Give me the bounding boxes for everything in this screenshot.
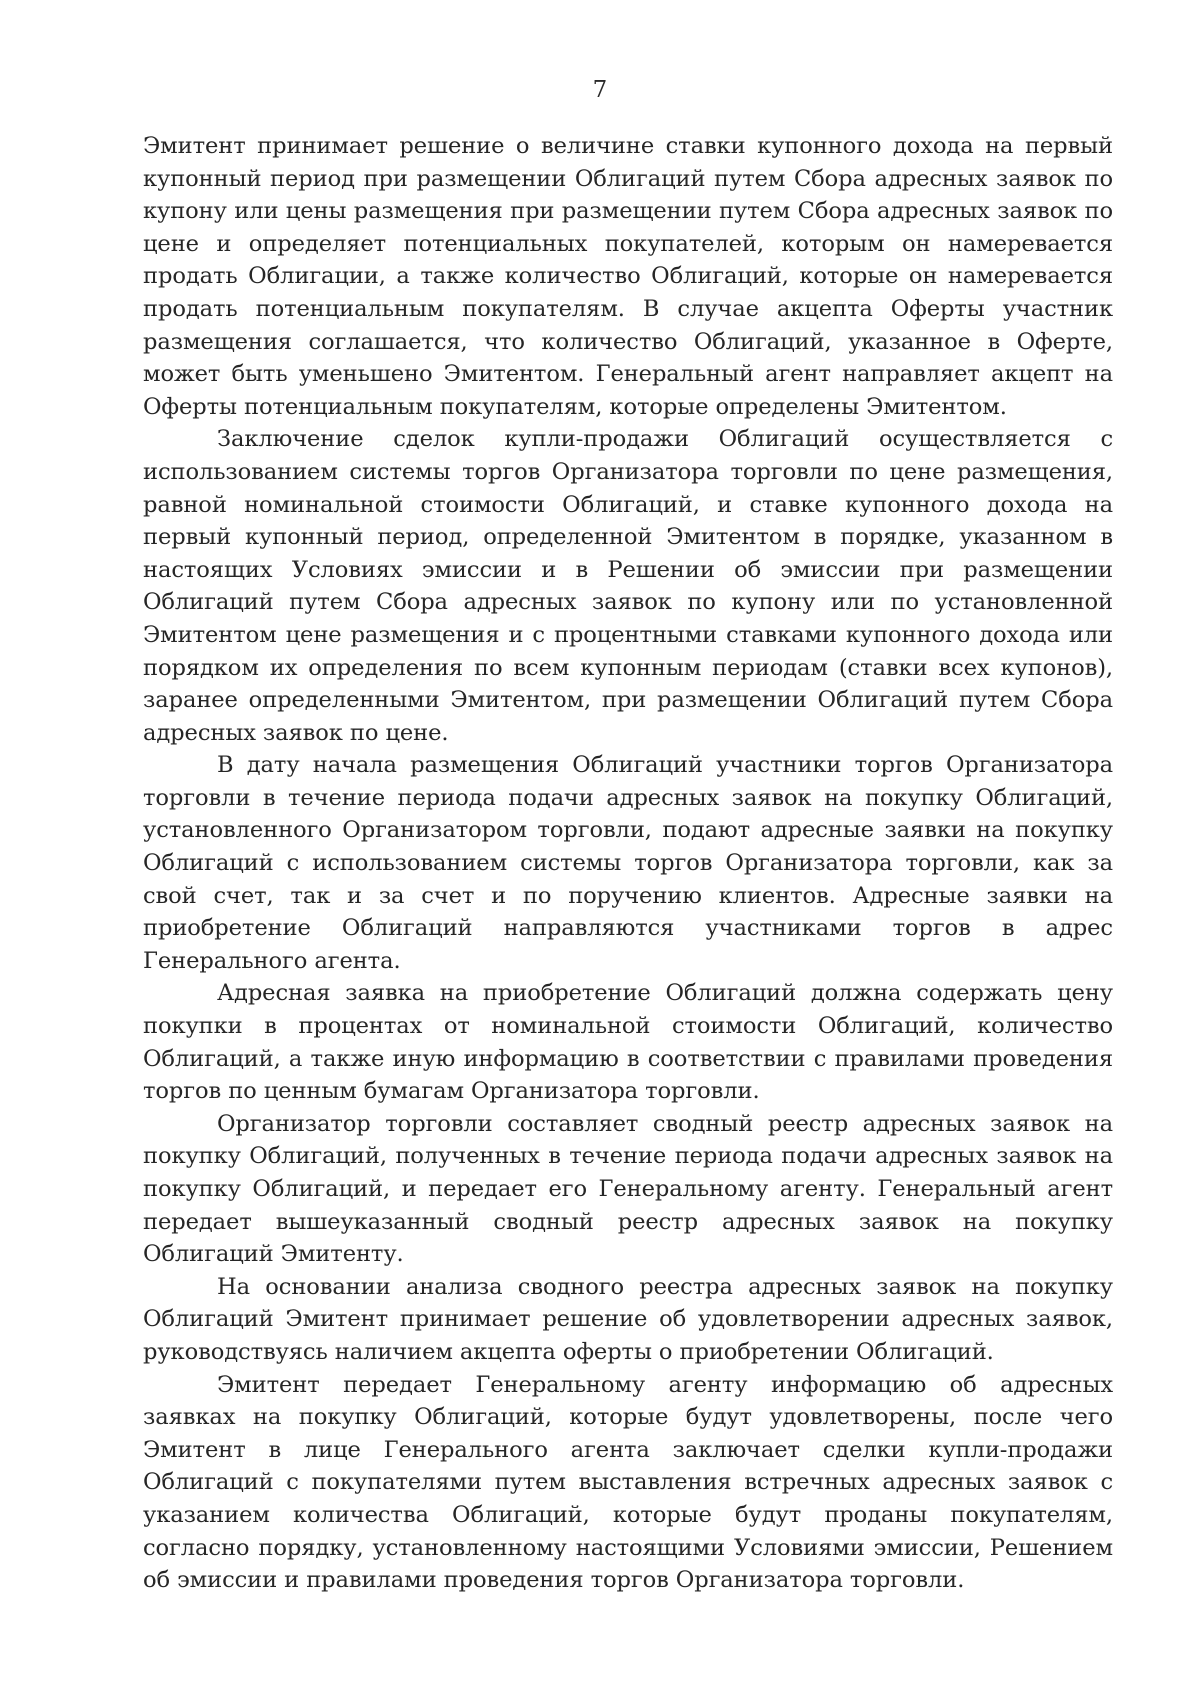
paragraph-placement-decision: Эмитент принимает решение о величине ставки купонного дохода на первый купонный период при размещении Облигаций путем Сбора адресных заявок по купону или цены размещения при размещении путем Сбора адресных заявок по цене и определяет потенциальных покупателей, которым он намеревается продать Облигации, а также количество Облигаций, которые он намеревается продать потенциальным покупателям. В случае акцепта Оферты участник размещения соглашается, что количество Облигаций, указанное в Оферте, может быть уменьшено Эмитентом. Генеральный агент направляет акцепт на Оферты потенциальным покупателям, которые определены Эмитентом. xyxy=(143,133,1113,420)
paragraph-trade-execution: Заключение сделок купли-продажи Облигаций осуществляется с использованием системы торгов Организатора торговли по цене размещения, равной номинальной стоимости Облигаций, и ставке купонного дохода на первый купонный период, определенной Эмитентом в порядке, указанном в настоящих Условиях эмиссии и в Решении об эмиссии при размещении Облигаций путем Сбора адресных заявок по купону или по установленной Эмитентом цене размещения и с процентными ставками купонного дохода или порядком их определения по всем купонным периодам (ставки всех купонов), заранее определенными Эмитентом, при размещении Облигаций путем Сбора адресных заявок по цене. xyxy=(143,426,1113,746)
document-body xyxy=(143,130,1113,1597)
paragraph-order-contents: Адресная заявка на приобретение Облигаций должна содержать цену покупки в процентах от номинальной стоимости Облигаций, количество Облигаций, а также иную информацию в соответствии с правилами проведения торгов по ценным бумагам Организатора торговли. xyxy=(143,980,1113,1105)
paragraph-order-submission: В дату начала размещения Облигаций участники торгов Организатора торговли в течение периода подачи адресных заявок на покупку Облигаций, установленного Организатором торговли, подают адресные заявки на покупку Облигаций с использованием системы торгов Организатора торговли, как за свой счет, так и за счет и по поручению клиентов. Адресные заявки на приобретение Облигаций направляются участниками торгов в адрес Генерального агента. xyxy=(143,752,1113,974)
paragraph-order-registry: Организатор торговли составляет сводный реестр адресных заявок на покупку Облигаций, полученных в течение периода подачи адресных заявок на покупку Облигаций, и передает его Генеральному агенту. Генеральный агент передает вышеуказанный сводный реестр адресных заявок на покупку Облигаций Эмитенту. xyxy=(143,1110,1113,1268)
page-number: 7 xyxy=(592,77,608,103)
paragraph-order-approval: На основании анализа сводного реестра адресных заявок на покупку Облигаций Эмитент принимает решение об удовлетворении адресных заявок, руководствуясь наличием акцепта оферты о приобретении Облигаций. xyxy=(143,1273,1113,1365)
paragraph-deal-conclusion: Эмитент передает Генеральному агенту информацию об адресных заявках на покупку Облигаций, которые будут удовлетворены, после чего Эмитент в лице Генерального агента заключает сделки купли-продажи Облигаций с покупателями путем выставления встречных адресных заявок с указанием количества Облигаций, которые будут проданы покупателям, согласно порядку, установленному настоящими Условиями эмиссии, Решением об эмиссии и правилами проведения торгов Организатора торговли. xyxy=(143,1371,1113,1594)
